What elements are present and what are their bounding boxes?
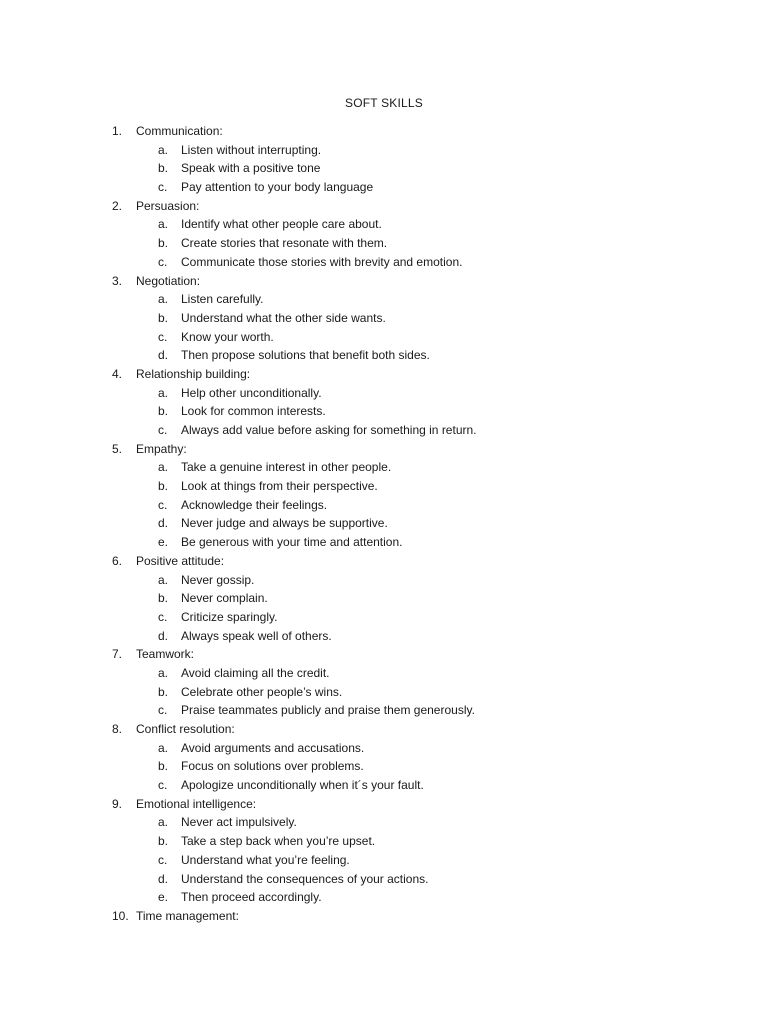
item-text: Know your worth. xyxy=(181,329,274,344)
list-item xyxy=(112,477,672,496)
item-letter: e. xyxy=(158,535,169,550)
item-text: Always add value before asking for something in return. xyxy=(181,423,477,437)
section-title: Communication: xyxy=(136,124,223,138)
item-letter: a. xyxy=(158,292,169,307)
item-letter: a. xyxy=(158,665,169,680)
item-text: Look at things from their perspective. xyxy=(181,479,378,494)
item-letter: b. xyxy=(158,684,169,699)
item-letter: c. xyxy=(158,778,168,793)
item-letter: b. xyxy=(158,591,169,606)
section-title: Conflict resolution: xyxy=(136,722,235,736)
section-heading xyxy=(112,720,672,739)
item-text: Celebrate other people’s wins. xyxy=(181,684,343,699)
item-text: Avoid claiming all the credit. xyxy=(181,665,330,680)
section-heading xyxy=(112,122,672,141)
list-item xyxy=(112,851,672,870)
item-text: Understand what the other side wants. xyxy=(181,310,386,325)
section-number: 4. xyxy=(112,366,123,381)
item-text: Communicate those stories with brevity and emotion. xyxy=(181,254,463,269)
item-letter: a. xyxy=(158,142,169,157)
section-number: 8. xyxy=(112,722,123,736)
item-letter: c. xyxy=(158,703,168,718)
item-letter: b. xyxy=(158,404,169,419)
item-letter: c. xyxy=(158,852,168,867)
section-heading xyxy=(112,440,672,459)
item-text: Then proceed accordingly. xyxy=(181,890,322,905)
list-item xyxy=(112,328,672,347)
item-letter: b. xyxy=(158,236,169,251)
item-text: Always speak well of others. xyxy=(181,628,332,643)
section-heading xyxy=(112,365,672,384)
item-letter: b. xyxy=(158,479,169,494)
item-letter: a. xyxy=(158,460,169,475)
item-letter: c. xyxy=(158,423,168,437)
item-letter: d. xyxy=(158,348,169,363)
item-text: Speak with a positive tone xyxy=(181,161,321,176)
item-letter: d. xyxy=(158,628,169,643)
list-item xyxy=(112,346,672,365)
item-letter: c. xyxy=(158,180,168,195)
list-item xyxy=(112,159,672,178)
list-item xyxy=(112,589,672,608)
item-text: Create stories that resonate with them. xyxy=(181,236,388,251)
item-text: Take a step back when you’re upset. xyxy=(181,834,376,849)
list-item xyxy=(112,253,672,272)
list-item xyxy=(112,870,672,889)
item-text: Never judge and always be supportive. xyxy=(181,516,388,531)
section-title: Teamwork: xyxy=(136,647,195,662)
section-number: 6. xyxy=(112,553,123,568)
item-letter: b. xyxy=(158,834,169,849)
list-item xyxy=(112,421,672,440)
section-number: 5. xyxy=(112,441,123,456)
list-item xyxy=(112,234,672,253)
section-title: Persuasion: xyxy=(136,198,200,213)
list-item xyxy=(112,776,672,795)
item-text: Identify what other people care about. xyxy=(181,217,382,232)
item-letter: c. xyxy=(158,329,168,344)
list-item xyxy=(112,496,672,515)
item-letter: a. xyxy=(158,572,169,587)
item-text: Help other unconditionally. xyxy=(181,385,322,400)
section-title: Negotiation: xyxy=(136,273,201,288)
list-item xyxy=(112,458,672,477)
list-item xyxy=(112,402,672,421)
list-item xyxy=(112,701,672,720)
section-title: Empathy: xyxy=(136,441,187,456)
item-text: Take a genuine interest in other people. xyxy=(181,460,392,475)
section-number: 9. xyxy=(112,796,123,811)
list-item xyxy=(112,533,672,552)
list-item xyxy=(112,290,672,309)
item-text: Listen carefully. xyxy=(181,292,264,307)
section-number: 2. xyxy=(112,198,123,213)
item-text: Understand what you’re feeling. xyxy=(181,852,350,867)
item-text: Criticize sparingly. xyxy=(181,609,278,624)
item-text: Avoid arguments and accusations. xyxy=(181,740,365,755)
list-item xyxy=(112,514,672,533)
list-item xyxy=(112,608,672,627)
section-heading xyxy=(112,197,672,216)
section-number: 1. xyxy=(112,124,123,138)
item-text: Never act impulsively. xyxy=(181,815,297,830)
item-text: Apologize unconditionally when it´s your fault. xyxy=(181,778,424,793)
list-item xyxy=(112,832,672,851)
item-text: Look for common interests. xyxy=(181,404,326,419)
item-letter: d. xyxy=(158,871,169,886)
list-item xyxy=(112,571,672,590)
item-text: Be generous with your time and attention. xyxy=(181,535,403,550)
list-item xyxy=(112,384,672,403)
section-heading xyxy=(112,795,672,814)
list-item xyxy=(112,813,672,832)
section-title: Positive attitude: xyxy=(136,553,225,568)
item-letter: a. xyxy=(158,740,169,755)
item-letter: b. xyxy=(158,759,169,774)
section-heading xyxy=(112,645,672,664)
list-item xyxy=(112,739,672,758)
item-letter: a. xyxy=(158,385,169,400)
section-number: 10. xyxy=(112,908,129,923)
section-title: Emotional intelligence: xyxy=(136,796,257,811)
item-text: Pay attention to your body language xyxy=(181,180,374,195)
list-item xyxy=(112,757,672,776)
item-letter: a. xyxy=(158,217,169,232)
list-item xyxy=(112,141,672,160)
item-letter: c. xyxy=(158,609,168,624)
list-item xyxy=(112,683,672,702)
item-text: Then propose solutions that benefit both sides. xyxy=(181,348,430,363)
item-letter: c. xyxy=(158,254,168,269)
section-heading xyxy=(112,272,672,291)
item-text: Understand the consequences of your actions. xyxy=(181,871,429,886)
section-number: 3. xyxy=(112,273,123,288)
item-text: Focus on solutions over problems. xyxy=(181,759,364,774)
item-letter: b. xyxy=(158,310,169,325)
section-title: Relationship building: xyxy=(136,366,251,381)
item-text: Praise teammates publicly and praise them generously. xyxy=(181,703,475,718)
item-text: Never gossip. xyxy=(181,572,255,587)
item-letter: e. xyxy=(158,890,169,905)
section-number: 7. xyxy=(112,647,123,662)
item-text: Listen without interrupting. xyxy=(181,142,322,157)
list-item xyxy=(112,627,672,646)
item-letter: d. xyxy=(158,516,169,531)
section-heading xyxy=(112,907,672,926)
item-letter: c. xyxy=(158,497,168,512)
section-heading xyxy=(112,552,672,571)
list-item xyxy=(112,215,672,234)
list-item xyxy=(112,309,672,328)
section-title: Time management: xyxy=(136,908,239,923)
skills-list xyxy=(112,122,672,926)
list-item xyxy=(112,664,672,683)
item-text: Never complain. xyxy=(181,591,268,606)
item-letter: a. xyxy=(158,815,169,830)
item-text: Acknowledge their feelings. xyxy=(181,497,328,512)
list-item xyxy=(112,178,672,197)
list-item xyxy=(112,888,672,907)
item-letter: b. xyxy=(158,161,169,176)
document-title: SOFT SKILLS xyxy=(344,96,423,110)
